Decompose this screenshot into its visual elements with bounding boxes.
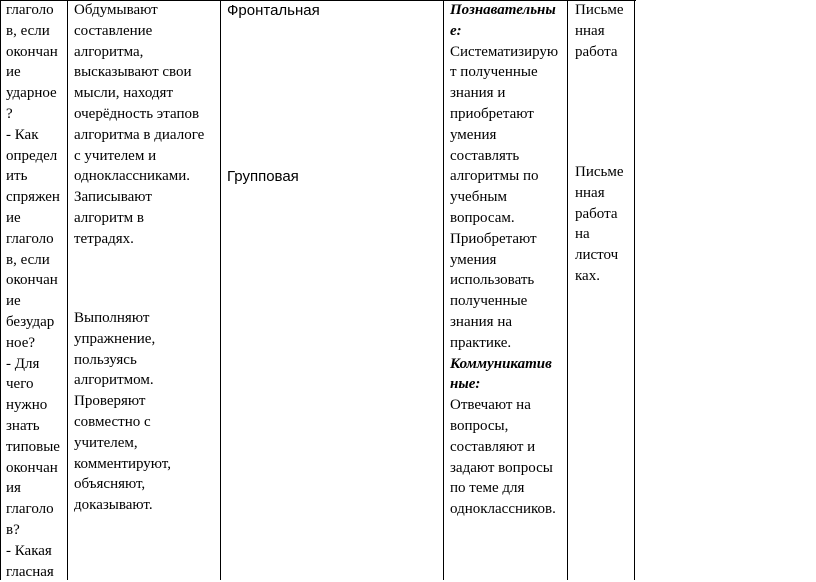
text-line: составлять bbox=[450, 147, 520, 164]
text-line: глаголо bbox=[6, 230, 54, 247]
text-line: Проверяют bbox=[74, 393, 146, 410]
text-line: листоч bbox=[575, 247, 619, 264]
text-line: ? bbox=[6, 105, 13, 122]
column-border bbox=[634, 0, 635, 580]
text-line: определ bbox=[6, 147, 58, 164]
text-line: пользуясь bbox=[74, 351, 137, 368]
column-border bbox=[220, 0, 221, 580]
col-student-activity bbox=[74, 0, 205, 514]
text-line: комментируют, bbox=[74, 455, 171, 472]
text-line: типовые bbox=[6, 438, 60, 455]
text-line: Записывают bbox=[74, 189, 152, 206]
text-line: нужно bbox=[6, 397, 48, 414]
text-line: в, если bbox=[6, 22, 50, 39]
text-line: с учителем и bbox=[74, 147, 157, 164]
text-line: практике. bbox=[450, 334, 512, 351]
text-line: Отвечают на bbox=[450, 397, 531, 414]
control-block-1 bbox=[575, 0, 624, 62]
column-border bbox=[67, 0, 68, 580]
column-border bbox=[443, 0, 444, 580]
text-line: в? bbox=[6, 521, 20, 538]
col-questions bbox=[6, 0, 60, 582]
text-line: нная bbox=[575, 22, 605, 39]
text-line: глаголо bbox=[6, 501, 54, 518]
text-line: знания и bbox=[450, 85, 506, 102]
text-line: окончан bbox=[6, 43, 58, 60]
text-line: - Какая bbox=[6, 542, 52, 559]
text-line: работа bbox=[575, 205, 618, 222]
col-control-form bbox=[575, 0, 624, 284]
text-line: чего bbox=[6, 376, 34, 393]
text-line: Систематизирую bbox=[450, 43, 559, 60]
text-line: задают вопросы bbox=[450, 459, 553, 476]
col-competencies bbox=[450, 0, 558, 520]
text-line: спряжен bbox=[6, 189, 60, 206]
text-line: учебным bbox=[450, 189, 507, 206]
text-line: составление bbox=[74, 22, 153, 39]
text-line: доказывают. bbox=[74, 497, 153, 514]
text-line: - Для bbox=[6, 355, 40, 372]
text-line: в, если bbox=[6, 251, 50, 268]
text-line: ные: bbox=[450, 376, 481, 393]
activity-block-2 bbox=[74, 308, 171, 516]
text-line: совместно с bbox=[74, 413, 151, 430]
text-line: алгоритмом. bbox=[74, 372, 154, 389]
text-line: алгоритм в bbox=[74, 209, 144, 226]
text-line: очерёдность этапов bbox=[74, 105, 200, 122]
activity-block-1 bbox=[74, 0, 204, 250]
text-line: безудар bbox=[6, 313, 55, 330]
text-line: ить bbox=[6, 168, 28, 185]
text-line: ударное bbox=[6, 85, 57, 102]
text-line: умения bbox=[450, 251, 497, 268]
text-line: высказывают свои bbox=[74, 64, 192, 81]
text-line: полученные bbox=[450, 293, 528, 310]
text-line: Приобретают bbox=[450, 230, 537, 247]
work-form-frontal: Фронтальная bbox=[227, 2, 320, 19]
text-line: ие bbox=[6, 209, 21, 226]
text-line: нная bbox=[575, 184, 605, 201]
text-line: тетрадях. bbox=[74, 230, 134, 247]
text-line: одноклассниками. bbox=[74, 168, 191, 185]
text-line: алгоритма в диалоге bbox=[74, 126, 205, 143]
text-line: на bbox=[575, 226, 590, 243]
text-line: Письме bbox=[575, 164, 624, 180]
text-line: использовать bbox=[450, 272, 535, 289]
text-line: - Как bbox=[6, 126, 39, 143]
text-line: приобретают bbox=[450, 105, 534, 122]
text-line: окончан bbox=[6, 272, 58, 289]
text-line: умения bbox=[450, 126, 497, 143]
text-line: алгоритма, bbox=[74, 43, 144, 60]
text-line: ное? bbox=[6, 334, 36, 351]
text-line: по теме для bbox=[450, 480, 525, 497]
text-line: глаголо bbox=[6, 2, 54, 18]
text-line: ия bbox=[6, 480, 21, 497]
text-line: Письме bbox=[575, 2, 624, 18]
column-border bbox=[567, 0, 568, 580]
text-line: вопросы, bbox=[450, 417, 509, 434]
text-line: упражнение, bbox=[74, 330, 156, 347]
text-line: ках. bbox=[575, 267, 600, 284]
control-block-2 bbox=[575, 162, 624, 287]
column-border bbox=[0, 0, 1, 580]
text-line: т полученные bbox=[450, 64, 538, 81]
text-line: Коммуникатив bbox=[450, 355, 552, 372]
work-form-group: Групповая bbox=[227, 168, 299, 185]
text-line: Обдумывают bbox=[74, 2, 158, 18]
text-line: работа bbox=[575, 43, 618, 60]
text-line: е: bbox=[450, 22, 462, 39]
text-line: составляют и bbox=[450, 438, 536, 455]
text-line: алгоритмы по bbox=[450, 168, 539, 185]
text-line: вопросам. bbox=[450, 209, 515, 226]
text-line: гласная bbox=[6, 563, 54, 580]
text-line: объясняют, bbox=[74, 476, 146, 493]
text-line: ие bbox=[6, 64, 21, 81]
text-line: одноклассников. bbox=[450, 501, 556, 518]
text-line: знания на bbox=[450, 313, 512, 330]
text-line: знать bbox=[6, 417, 40, 434]
text-line: ие bbox=[6, 293, 21, 310]
text-line: Познавательны bbox=[450, 2, 556, 18]
text-line: мысли, находят bbox=[74, 85, 174, 102]
text-line: окончан bbox=[6, 459, 58, 476]
text-line: учителем, bbox=[74, 434, 138, 451]
text-line: Выполняют bbox=[74, 310, 150, 326]
